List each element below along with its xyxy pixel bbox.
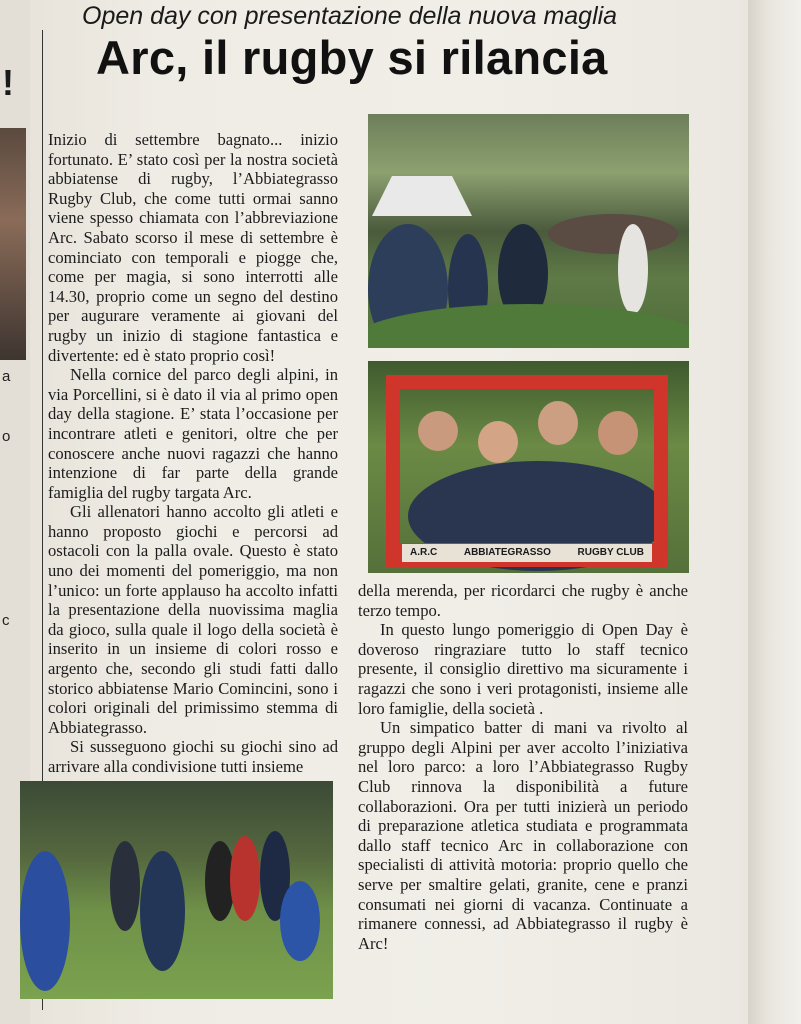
previous-headline-fragment: ! [2,62,14,103]
article-column-2 [358,581,688,953]
player-shape [140,851,185,971]
player-shape [20,851,70,991]
paragraph: della merenda, per ricordarci che rugby è anche terzo tempo. [358,581,688,620]
paragraph: Si susseguono giochi su giochi sino ad arrivare alla condivisione tutti insieme [48,737,338,776]
previous-text-fragment: a [2,368,11,385]
paragraph: Gli allenatori hanno accolto gli atleti e hanno proposto giochi e percorsi ad ostacoli con la palla ovale. Questo è stato uno dei momenti del pomeriggio, ma non l’unico: un forte applauso ha accolto infatti la presentazione della nuovissima maglia da gioco, sulla quale il logo della società è inserito in un insieme di colori rosso e argento che, secondo gli studi fatti dallo storico abbiatense Mario Comincini, sono i colori originali del primissimo stemma di Abbiategrasso. [48,502,338,737]
frame-label-right: RUGBY CLUB [577,547,644,558]
article-column-1 [48,130,338,777]
frame-label-left: A.R.C [410,547,438,558]
paragraph: Un simpatico batter di mani va rivolto al gruppo degli Alpini per aver accolto l’iniziativa nel loro parco: a loro l’Abbiategrasso Rugby Club rinnova la disponibilità a future collaborazioni. Ora per tutti inizierà un periodo di preparazione atletica studiata e programmata dallo staff tecnico Arc in collaborazione con specialisti di attività motoria: proprio quello che serve per smaltire gelati, granite, cene e pranzi consumati nei giorni di vacanza. Continuate a rimanere connessi, ad Abbiategrasso il rugby è Arc! [358,718,688,953]
article-kicker: Open day con presentazione della nuova maglia [82,2,618,30]
previous-text-fragment: o [2,428,11,445]
previous-article-photo [0,128,26,360]
player-shape [280,881,320,961]
frame-label [402,544,652,562]
photo-kids-in-frame [368,361,689,573]
paragraph: Nella cornice del parco degli alpini, in via Porcellini, si è dato il via al primo open day della stagione. E’ stata l’occasione per incontrare atleti e genitori, oltre che per conoscere anche nuovi ragazzi che hanno intenzione di far parte della grande famiglia del rugby targata Arc. [48,365,338,502]
player-shape [110,841,140,931]
paragraph: In questo lungo pomeriggio di Open Day è doveroso ringraziare tutto lo staff tecnico presente, il consiglio direttivo ma sicuramente i ragazzi che sono i veri protagonisti, insieme alle loro famiglie, della società . [358,620,688,718]
previous-text-fragment: c [2,612,10,629]
photo-open-day-crowd [368,114,689,348]
frame-label-mid: ABBIATEGRASSO [463,547,551,558]
paragraph: Inizio di settembre bagnato... inizio fortunato. E’ stato così per la nostra società abbiatense di rugby, l’Abbiategrasso Rugby Club, che come tutti ormai sanno viene spesso chiamata con l’abbreviazione Arc. Sabato scorso il mese di settembre è cominciato con temporali e piogge che, come per magia, si sono interrotti alle 14.30, proprio come un segno del destino per augurare veramente ai giovani del rugby un inizio di stagione fantastica e divertente: ed è stato proprio così! [48,130,338,365]
crowd-shape [548,214,678,254]
person-shape [618,224,648,314]
player-shape [230,836,260,921]
article-headline: Arc, il rugby si rilancia [96,31,608,84]
red-photo-frame [386,375,668,567]
page-edge [748,0,801,1024]
photo-training-field [20,781,333,999]
tent-shape [372,176,472,216]
